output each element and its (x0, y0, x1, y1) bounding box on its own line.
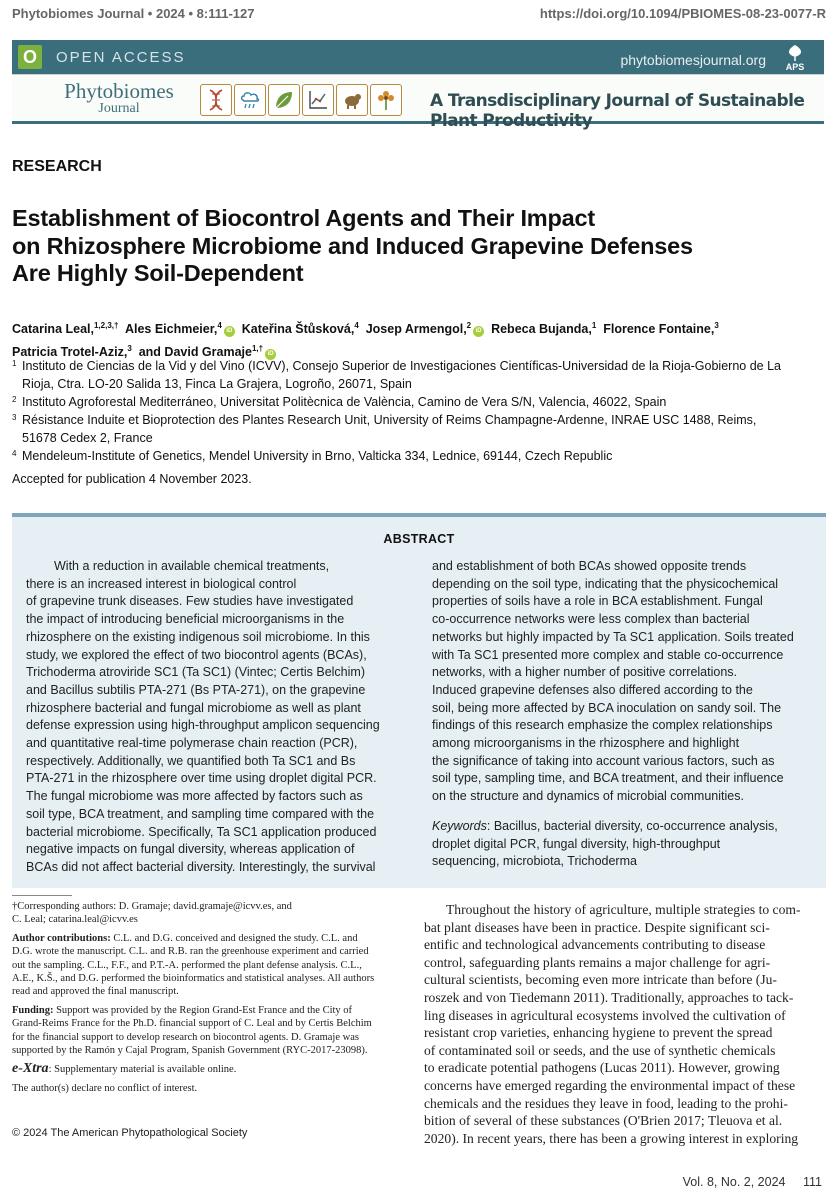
running-header (12, 6, 826, 26)
abstract-line: soil type, sampling time, and BCA treatment, and their influence (432, 771, 784, 786)
body-line: of contaminated soil or seeds, and the use of synthetic chemicals (424, 1042, 776, 1058)
journal-url-link[interactable]: phytobiomesjournal.org (620, 52, 766, 68)
abstract-line: depending on the soil type, indicating that the physicochemical (432, 576, 779, 591)
e-xtra-label: e-Xtra (12, 1061, 49, 1077)
abstract-line: and establishment of both BCAs showed opposite trends (432, 559, 747, 573)
abstract-left-column (26, 558, 414, 877)
abstract-line: negative impacts on fungal diversity, whereas application of (26, 842, 355, 857)
volume-issue: Vol. 8, No. 2, 2024 (682, 1175, 786, 1189)
doi-link[interactable]: https://doi.org/10.1094/PBIOMES-08-23-0077-R (539, 6, 826, 21)
abstract-line: rhizosphere on the existing indigenous soil microbiome. In this (26, 629, 370, 644)
orcid-icon[interactable]: iD (265, 349, 276, 360)
open-access-icon: O (18, 45, 42, 69)
article-title (12, 205, 812, 288)
affiliations (12, 357, 824, 465)
body-line: to eradicate potential pathogens (Lucas 2011). However, growing (424, 1060, 780, 1076)
abstract-line: soil, being more affected by BCA inoculation on sandy soil. The (432, 700, 782, 715)
author: Kateřina Štůsková,$^4$ (241, 321, 359, 337)
footnote-rule (12, 895, 72, 896)
footnotes (12, 900, 412, 1095)
body-line: roszek and von Tiedemann 2011). Traditionally, approaches to tack- (424, 989, 794, 1005)
abstract-line: the impact of introducing beneficial microorganisms in the (26, 612, 345, 627)
abstract-right-column (432, 558, 822, 871)
page-footer (669, 1175, 822, 1189)
aps-logo-text: APS (785, 62, 805, 72)
copyright-notice: © 2024 The American Phytopathological Society (12, 1127, 248, 1139)
body-line: cultural scientists, becoming even more intricate than before (Ju- (424, 972, 777, 988)
abstract-line: bacterial microbiome. Specifically, Ta SC1 application produced (26, 824, 377, 839)
body-line: bition of several of these substances (O'Brien 2017; Tleuova et al. (424, 1113, 783, 1129)
author-contributions: Author contributions: C.L. and D.G. conceived and designed the study. C.L. and D.G. wrote the manuscript. C.L. and R.B. ran the greenhouse experiment and carried out the sampling. C.L., F.F., and P.T.-A. performed the plant defense analysis. C.L., A.E., K.Š., and D.G. performed the bioinformatics and statistical analyses. All authors read and approved the final manuscript. (12, 932, 375, 998)
body-line: bat plant diseases have been in practice. Despite significant sci- (424, 919, 770, 935)
affiliation: 2 Instituto Agroforestal Mediterráneo, Universitat Politècnica de València, Camino de Vera S/N, Valencia, 46022, Spain (12, 395, 667, 409)
orcid-icon[interactable]: iD (224, 326, 235, 337)
open-access-label: OPEN ACCESS (56, 49, 186, 66)
abstract-line: PTA-271 in the rhizosphere over time using droplet digital PCR. (26, 771, 377, 786)
abstract-line: defense expression using high-throughput amplicon sequencing (26, 718, 380, 733)
corresponding-line: †Corresponding authors: D. Gramaje; david.gramaje@icvv.es, and (12, 901, 292, 912)
abstract-line: and quantitative real-time polymerase chain reaction (PCR), (26, 736, 358, 751)
abstract-line: the significance of taking into account various factors, such as (432, 753, 775, 768)
article-section: RESEARCH (12, 158, 102, 175)
abstract-line: The fungal microbiome was more affected by factors such as (26, 789, 363, 804)
journal-banner-bottom (12, 76, 824, 131)
journal-banner-top (12, 40, 824, 75)
abstract-line: networks but highly impacted by Ta SC1 application. Soils treated (432, 629, 794, 644)
author: and David Gramaje$^{1,\dagger}$iD (139, 345, 276, 359)
journal-icon-row (200, 84, 402, 118)
author: Rebeca Bujanda,$^1$ (491, 321, 597, 337)
animal-icon (336, 84, 368, 116)
author: Patricia Trotel-Aziz,$^3$ (12, 344, 132, 360)
abstract-heading: ABSTRACT (383, 532, 455, 546)
dna-helix-icon (200, 84, 232, 116)
leaf-icon (268, 84, 300, 116)
abstract-line: Trichoderma atroviride SC1 (Ta SC1) (Vintec; Certis Belchim) (26, 665, 365, 680)
abstract-line: among microorganisms in the rhizosphere and highlight (432, 736, 740, 751)
chart-icon (302, 84, 334, 116)
abstract-line: with Ta SC1 presented more complex and stable co-occurrence (432, 647, 784, 662)
flower-icon (370, 84, 402, 116)
abstract-line: rhizosphere bacterial and fungal microbiome as well as plant (26, 700, 361, 715)
author: Florence Fontaine,$^3$ (603, 321, 719, 337)
abstract-line: study, we explored the effect of two biocontrol agents (BCAs), (26, 647, 367, 662)
affiliation: 1 Instituto de Ciencias de la Vid y del Vino (ICVV), Consejo Superior de Investigaciones Científicas-Universidad de la Rioja-Gobierno de La Rioja, Ctra. LO-20 Salida 13, Finca La Grajera, Logroño, 26071, Spain (12, 359, 781, 391)
funding: Funding: Support was provided by the Region Grand-Est France and the City of Grand-Reims France for the Ph.D. financial support of C. Leal and by Certis Belchim for the financial support to develop research on biocontrol agents. D. Gramaje was supported by the Ramón y Cajal Program, Spanish Government (RYC-2017-23098). (12, 1004, 372, 1057)
abstract-line: there is an increased interest in biological control (26, 576, 297, 591)
abstract-line: networks, with a higher number of positive correlations. (432, 665, 738, 680)
abstract-line: Induced grapevine defenses also differed according to the (432, 682, 753, 697)
supplementary-note: e-Xtra: Supplementary material is available online. (12, 1061, 237, 1077)
abstract-line: With a reduction in available chemical treatments, (54, 559, 330, 573)
conflict-statement: The author(s) declare no conflict of interest. (12, 1082, 198, 1094)
author: Ales Eichmeier,$^4$iD (125, 322, 235, 336)
body-line: entific and technological advancements contributing to disease (424, 937, 766, 953)
author: Josep Armengol,$^2$iD (366, 322, 484, 336)
body-line: ling diseases in agricultural ecosystems involved the cultivation of (424, 1007, 786, 1023)
body-line: control, safeguarding plants remains a major challenge for agri- (424, 954, 771, 970)
abstract-line: soil type, BCA treatment, and sampling time compared with the (26, 806, 375, 821)
abstract-line: properties of soils have a role in BCA establishment. Fungal (432, 594, 763, 609)
body-line: Throughout the history of agriculture, multiple strategies to com- (446, 902, 801, 917)
abstract-line: and Bacillus subtilis PTA-271 (Bs PTA-271), on the grapevine (26, 682, 366, 697)
journal-citation: Phytobiomes Journal • 2024 • 8:111-127 (12, 6, 255, 21)
page-number: 111 (802, 1175, 822, 1189)
keywords (432, 818, 822, 871)
corresponding-line: C. Leal; catarina.leal@icvv.es (12, 914, 138, 926)
affiliation: 4 Mendeleum-Institute of Genetics, Mendel University in Brno, Valticka 334, Lednice, 69144, Czech Republic (12, 449, 613, 463)
keywords-line: sequencing, microbiota, Trichoderma (432, 854, 637, 869)
title-line: on Rhizosphere Microbiome and Induced Grapevine Defenses (12, 232, 693, 259)
abstract-line: respectively. Additionally, we quantified both Ta SC1 and Bs (26, 753, 356, 768)
rain-cloud-icon (234, 84, 266, 116)
journal-name-main: Phytobiomes (64, 79, 174, 103)
author: Catarina Leal,$^{1,2,3,\dagger}$ (12, 321, 119, 337)
keywords-label: Keywords (432, 818, 487, 833)
accepted-date: Accepted for publication 4 November 2023. (12, 472, 252, 486)
abstract-box (12, 513, 826, 888)
aps-logo-icon (774, 42, 816, 72)
body-line: 2020). In recent years, there has been a growing interest in exploring (424, 1130, 799, 1146)
abstract-line: co-occurrence networks were less complex than bacterial (432, 612, 750, 627)
affiliation: 3 Résistance Induite et Bioprotection des Plantes Research Unit, University of Reims Champagne-Ardenne, INRAE USC 1488, Reims, 51678 Cedex 2, France (12, 413, 757, 445)
journal-name (44, 80, 194, 116)
abstract-line: BCAs did not affect bacterial diversity. Interestingly, the survival (26, 859, 376, 874)
journal-tagline: A Transdisciplinary Journal of Sustainable Plant Productivity (430, 91, 805, 131)
abstract-line: of grapevine trunk diseases. Few studies have investigated (26, 594, 354, 609)
funding-label: Funding: (12, 1004, 54, 1016)
abstract-line: findings of this research emphasize the complex relationships (432, 718, 773, 733)
title-line: Establishment of Biocontrol Agents and Their Impact (12, 205, 596, 231)
abstract-line: on the structure and dynamics of microbial communities. (432, 789, 744, 804)
contrib-label: Author contributions: (12, 932, 111, 944)
body-text-column (424, 901, 826, 1147)
body-line: chemicals and the residues they leave in food, leading to the prohi- (424, 1095, 788, 1111)
journal-name-sub: Journal (98, 101, 140, 116)
body-line: resistant crop varieties, enhancing hygiene to prevent the spread (424, 1025, 773, 1041)
keywords-line: droplet digital PCR, fungal diversity, high-throughput (432, 836, 721, 851)
title-line: Are Highly Soil-Dependent (12, 260, 304, 286)
body-line: concerns have emerged regarding the environmental impact of these (424, 1077, 796, 1093)
orcid-icon[interactable]: iD (473, 326, 484, 337)
keywords-line: : Bacillus, bacterial diversity, co-occurrence analysis, (486, 818, 778, 833)
author-list (12, 316, 824, 362)
